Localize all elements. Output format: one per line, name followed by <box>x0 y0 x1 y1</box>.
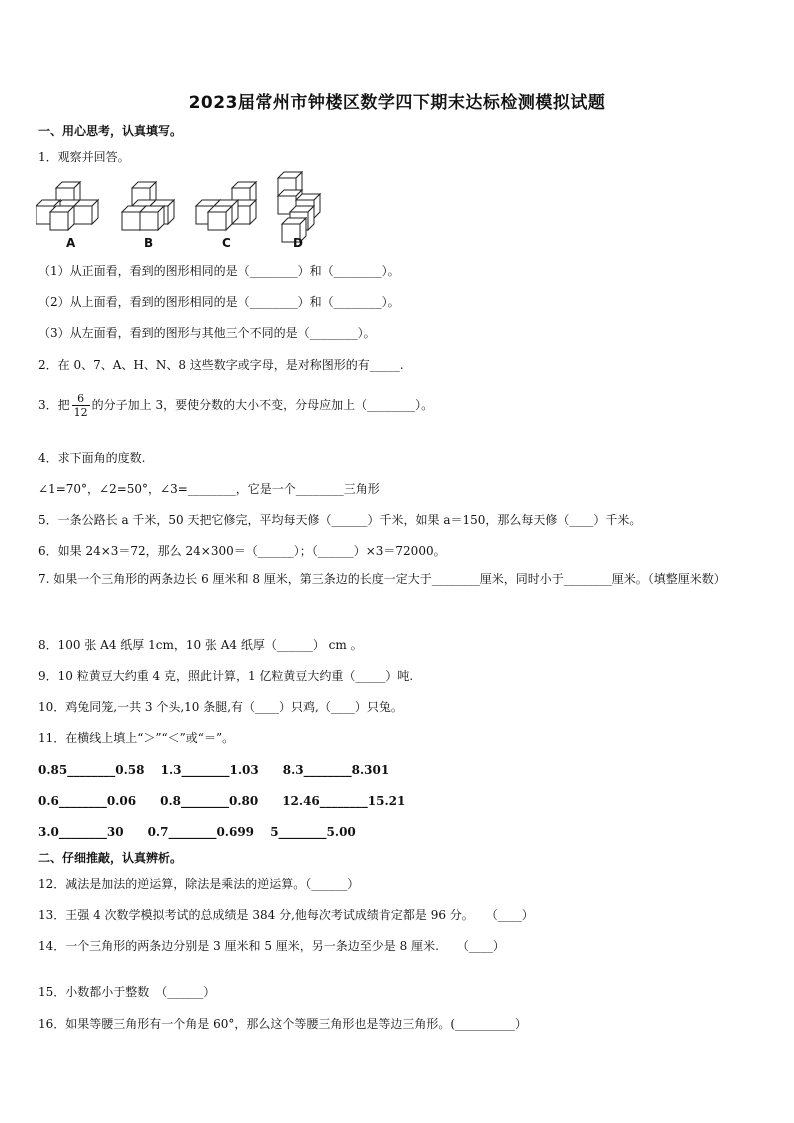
page-title: 2023届常州市钟楼区数学四下期末达标检测模拟试题 <box>188 93 606 113</box>
question-14: 14．一个三角形的两条边分别是 3 厘米和 5 厘米，另一条边至少是 8 厘米. （____） <box>38 939 505 953</box>
cube-figures <box>36 170 336 250</box>
question-11-row-3: 3.0________30 0.7________0.699 5________5.00 <box>38 825 356 839</box>
question-1-part-3: （3）从左面看，看到的图形与其他三个不同的是（________）。 <box>38 326 376 340</box>
figure-label-d: D <box>293 236 303 250</box>
question-11-row-2: 0.6________0.06 0.8________0.80 12.46________15.21 <box>38 794 406 808</box>
question-4-line: ∠1=70°，∠2=50°，∠3=________，它是一个________三角形 <box>38 482 380 496</box>
question-1-part-1: （1）从正面看，看到的图形相同的是（________）和（________）。 <box>38 264 400 278</box>
fraction <box>72 392 90 419</box>
question-3-post: 的分子加上 3，要使分数的大小不变，分母应加上（________）。 <box>91 398 434 412</box>
question-11-stem: 11．在横线上填上“＞”“＜”或“＝”。 <box>38 731 235 745</box>
fraction-numerator: 6 <box>72 392 90 406</box>
question-16: 16．如果等腰三角形有一个角是 60°，那么这个等腰三角形也是等边三角形。(__________） <box>38 1017 528 1031</box>
question-10: 10．鸡兔同笼,一共 3 个头,10 条腿,有（____）只鸡,（____）只兔。 <box>38 700 403 714</box>
figure-a <box>36 182 98 230</box>
question-6: 6．如果 24×3＝72，那么 24×300＝（______）；（______）×3＝72000。 <box>38 544 446 558</box>
question-12: 12．减法是加法的逆运算，除法是乘法的逆运算。（______） <box>38 877 360 891</box>
figure-c <box>196 182 256 230</box>
question-13: 13．王强 4 次数学模拟考试的总成绩是 384 分,他每次考试成绩肯定都是 96 分。 （____） <box>38 908 534 922</box>
question-8: 8．100 张 A4 纸厚 1cm，10 张 A4 纸厚（______） cm 。 <box>38 638 363 652</box>
section-2-heading: 二、仔细推敲，认真辨析。 <box>38 851 183 865</box>
question-7: 7. 如果一个三角形的两条边长 6 厘米和 8 厘米，第三条边的长度一定大于________厘米，同时小于________厘米。（填整厘米数） <box>38 572 726 586</box>
question-1-stem: 1．观察并回答。 <box>38 150 130 164</box>
question-15: 15．小数都小于整数 （______） <box>38 985 216 999</box>
figure-label-b: B <box>144 236 154 250</box>
figure-d <box>278 172 320 242</box>
figure-label-a: A <box>66 236 76 250</box>
question-5: 5．一条公路长 a 千米，50 天把它修完，平均每天修（______）千米，如果 a＝150，那么每天修（____）千米。 <box>38 513 642 527</box>
figure-b <box>122 182 174 230</box>
question-3-pre: 3．把 <box>38 398 70 412</box>
section-1-heading: 一、用心思考，认真填写。 <box>38 124 183 138</box>
figure-label-c: C <box>222 236 231 250</box>
question-1-part-2: （2）从上面看，看到的图形相同的是（________）和（________）。 <box>38 295 400 309</box>
question-11-row-1: 0.85________0.58 1.3________1.03 8.3________8.301 <box>38 763 390 777</box>
fraction-denominator: 12 <box>73 406 88 419</box>
question-9: 9．10 粒黄豆大约重 4 克，照此计算，1 亿粒黄豆大约重（_____）吨. <box>38 669 414 683</box>
question-3 <box>38 392 433 419</box>
question-4-stem: 4．求下面角的度数. <box>38 451 146 465</box>
question-2: 2．在 0、7、A、H、N、8 这些数字或字母，是对称图形的有_____. <box>38 358 404 372</box>
